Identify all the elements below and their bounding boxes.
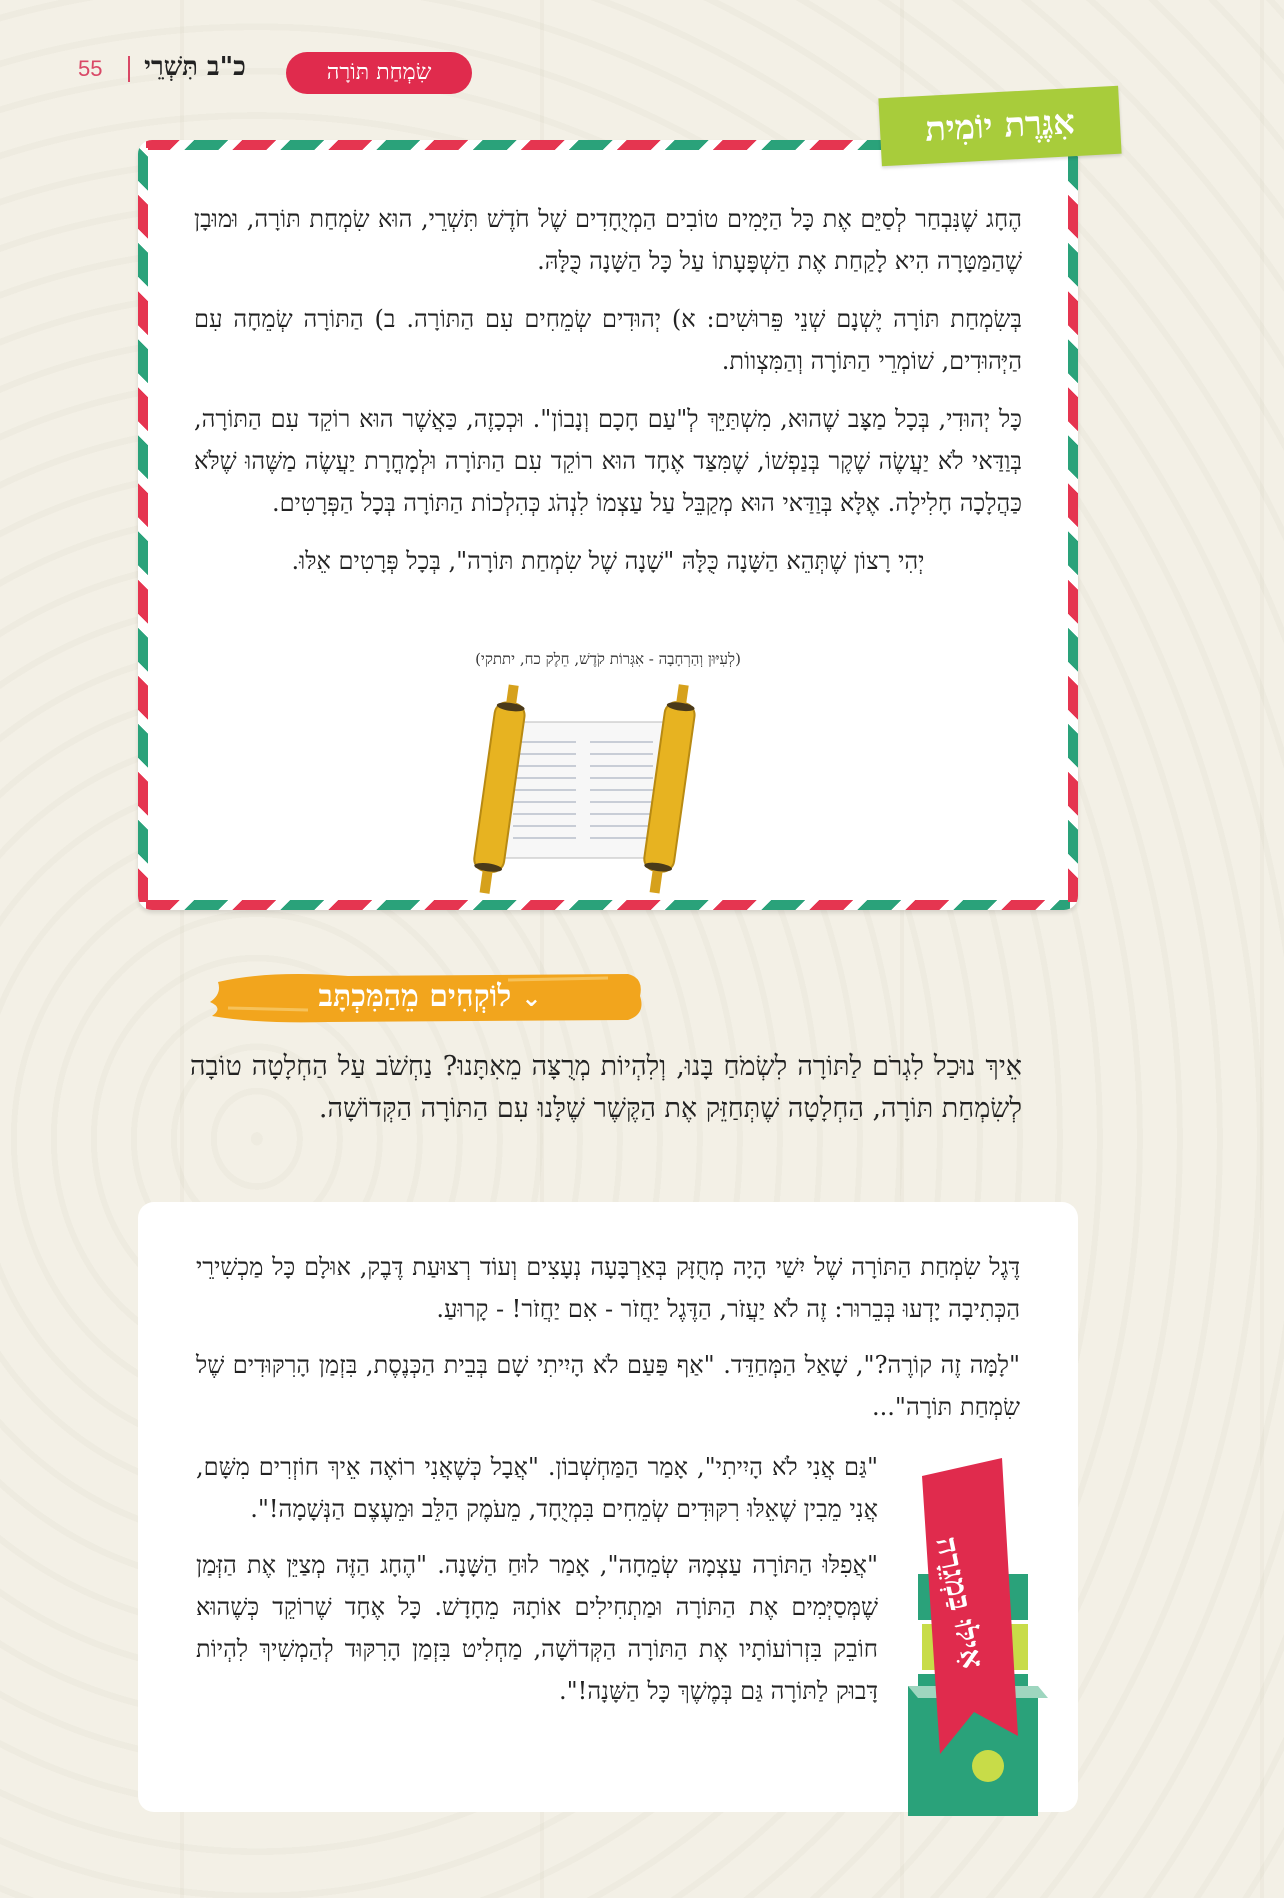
lesson-text: אֵיךְ נוּכַל לִגְרֹם לַתּוֹרָה לִשְׂמֹחַ בָּנוּ, וְלִהְיוֹת מְרֻצָּה מֵאִתָּנוּ? נַחְשֹׁב עַל הַחְלָטָה טוֹבָה לְשִׂמְחַת תּוֹרָה, הַחְלָטָה שֶׁתְּחַזֵּק אֶת הַקֶּשֶׁר שֶׁלָּנוּ עִם הַתּוֹרָה הַקְּדוֹשָׁה.	[190, 1051, 1022, 1124]
page-number: 55	[78, 56, 103, 81]
story-top	[196, 1246, 1020, 1442]
letter-paragraph: יְהִי רָצוֹן שֶׁתְּהֵא הַשָּׁנָה כֻּלָּהּ "שָׁנָה שֶׁל שִׂמְחַת תּוֹרָה", בְּכָל פְּרָטִים אֵלּוּ.	[291, 547, 925, 575]
story-badge: אִילּוּ בַּמְגֵרָה	[928, 1533, 991, 1672]
story-paragraph: "לָמָּה זֶה קוֹרֶה?", שָׁאַל הַמְּחַדֵּד. "אַף פַּעַם לֹא הָיִיתִי שָׁם בְּבֵית הַכְּנֶסֶת, בִּזְמַן הָרִקּוּדִים שֶׁל שִׂמְחַת תּוֹרָה"...	[196, 1351, 1020, 1421]
story-paragraph: דֶּגֶל שִׂמְחַת הַתּוֹרָה שֶׁל יִשַׁי הָיָה מְחֻזָּק בְּאַרְבָּעָה נְעָצִים וְעוֹד רְצוּעַת דֶּבֶק, אוּלָם כָּל מַכְשִׁירֵי הַכְּתִיבָה יָדְעוּ בְּבֵרוּר: זֶה לֹא יַעֲזֹר, הַדֶּגֶל יַחֲזֹר - אִם יַחֲזֹר! - קָרוּעַ.	[196, 1253, 1020, 1323]
letter-paragraph: בְּשִׂמְחַת תּוֹרָה יֶשְׁנָם שְׁנֵי פֵּרוּשִׁים: א) יְהוּדִים שְׂמֵחִים עִם הַתּוֹרָה. ב) הַתּוֹרָה שְׂמֵחָה עִם הַיְּהוּדִים, שׁוֹמְרֵי הַתּוֹרָה וְהַמִּצְווֹת.	[194, 305, 1022, 375]
airmail-border-bottom	[146, 900, 1070, 910]
letter-title: אִגֶּרֶת יוֹמִית	[924, 102, 1076, 150]
daily-letter-card	[138, 140, 1078, 910]
header-divider	[128, 56, 130, 82]
lesson-title	[230, 972, 630, 1022]
story-bottom	[196, 1446, 878, 1726]
airmail-border-right	[1068, 148, 1078, 902]
lesson-title-text: לוֹקְחִים מֵהַמִּכְתָּב	[318, 979, 512, 1014]
torah-scroll-icon	[458, 680, 708, 900]
letter-body	[194, 198, 1022, 598]
header-date: כ"ב תִּשְׁרֵי	[144, 52, 246, 82]
airmail-border-left	[138, 148, 148, 902]
story-paragraph: "אֲפִלּוּ הַתּוֹרָה עַצְמָהּ שְׂמֵחָה", אָמַר לוּחַ הַשָּׁנָה. "הֶחָג הַזֶּה מְצַיֵּן אֶת הַזְּמַן שֶׁמְּסַיְּמִים אֶת הַתּוֹרָה וּמַתְחִילִים אוֹתָהּ מֵחָדָשׁ. כָּל אֶחָד שֶׁרוֹקֵד כְּשֶׁהוּא חוֹבֵק בִּזְרוֹעוֹתָיו אֶת הַתּוֹרָה הַקְּדוֹשָׁה, מַחְלִיט בִּזְמַן הָרִקּוּד לְהַמְשִׁיךְ לִהְיוֹת דָּבוּק לַתּוֹרָה גַּם בְּמֶשֶׁךְ כָּל הַשָּׁנָה!".	[196, 1551, 879, 1705]
section-badge: שִׂמְחַת תּוֹרָה	[286, 52, 472, 94]
letter-source: (לְעִיּוּן וְהַרְחָבָה - אִגְּרוֹת קֹדֶשׁ, חֵלֶק כח, יתתקי)	[475, 650, 741, 668]
chevron-down-icon: ⌄	[521, 984, 542, 1012]
letter-paragraph: הֶחָג שֶׁנִּבְחַר לְסַיֵּם אֶת כָּל הַיָּמִים טוֹבִים הַמְיֻחָדִים שֶׁל חֹדֶשׁ תִּשְׁרֵי, הוּא שִׂמְחַת תּוֹרָה, וּמוּבָן שֶׁהַמַּטָּרָה הִיא לָקַחַת אֶת הַשְׁפָּעָתוֹ עַל כָּל הַשָּׁנָה כֻּלָּהּ.	[194, 205, 1022, 275]
letter-title-ribbon	[878, 86, 1121, 166]
story-paragraph: "גַּם אֲנִי לֹא הָיִיתִי", אָמַר הַמַּחְשְׁבוֹן. "אֲבָל כְּשֶׁאֲנִי רוֹאֶה אֵיךְ חוֹזְרִים מִשָּׁם, אֲנִי מֵבִין שֶׁאֵלּוּ רִקּוּדִים שְׂמֵחִים בִּמְיֻחָד, מֵעֹמֶק הַלֵּב וּמֵעֶצֶם הַנְּשָׁמָה!".	[196, 1453, 878, 1523]
letter-paragraph: כָּל יְהוּדִי, בְּכָל מַצָּב שֶׁהוּא, מִשְׁתַּיֵּךְ לְ"עַם חָכָם וְנָבוֹן". וּכְכָזֶה, כַּאֲשֶׁר הוּא רוֹקֵד עִם הַתּוֹרָה, בְּוַדַּאי לֹא יַעֲשֶׂה שֶׁקֶר בְּנַפְשׁוֹ, שֶׁמִּצַּד אֶחָד הוּא רוֹקֵד עִם הַתּוֹרָה וּלְמָחֳרָת יַעֲשֶׂה מַשֶּׁהוּ שֶׁלֹּא כַּהֲלָכָה חָלִילָה. אֶלָּא בְּוַדַּאי הוּא מְקַבֵּל עַל עַצְמוֹ לִנְהֹג כְּהִלְכוֹת הַתּוֹרָה בְּכָל הַפְּרָטִים.	[194, 405, 1022, 517]
